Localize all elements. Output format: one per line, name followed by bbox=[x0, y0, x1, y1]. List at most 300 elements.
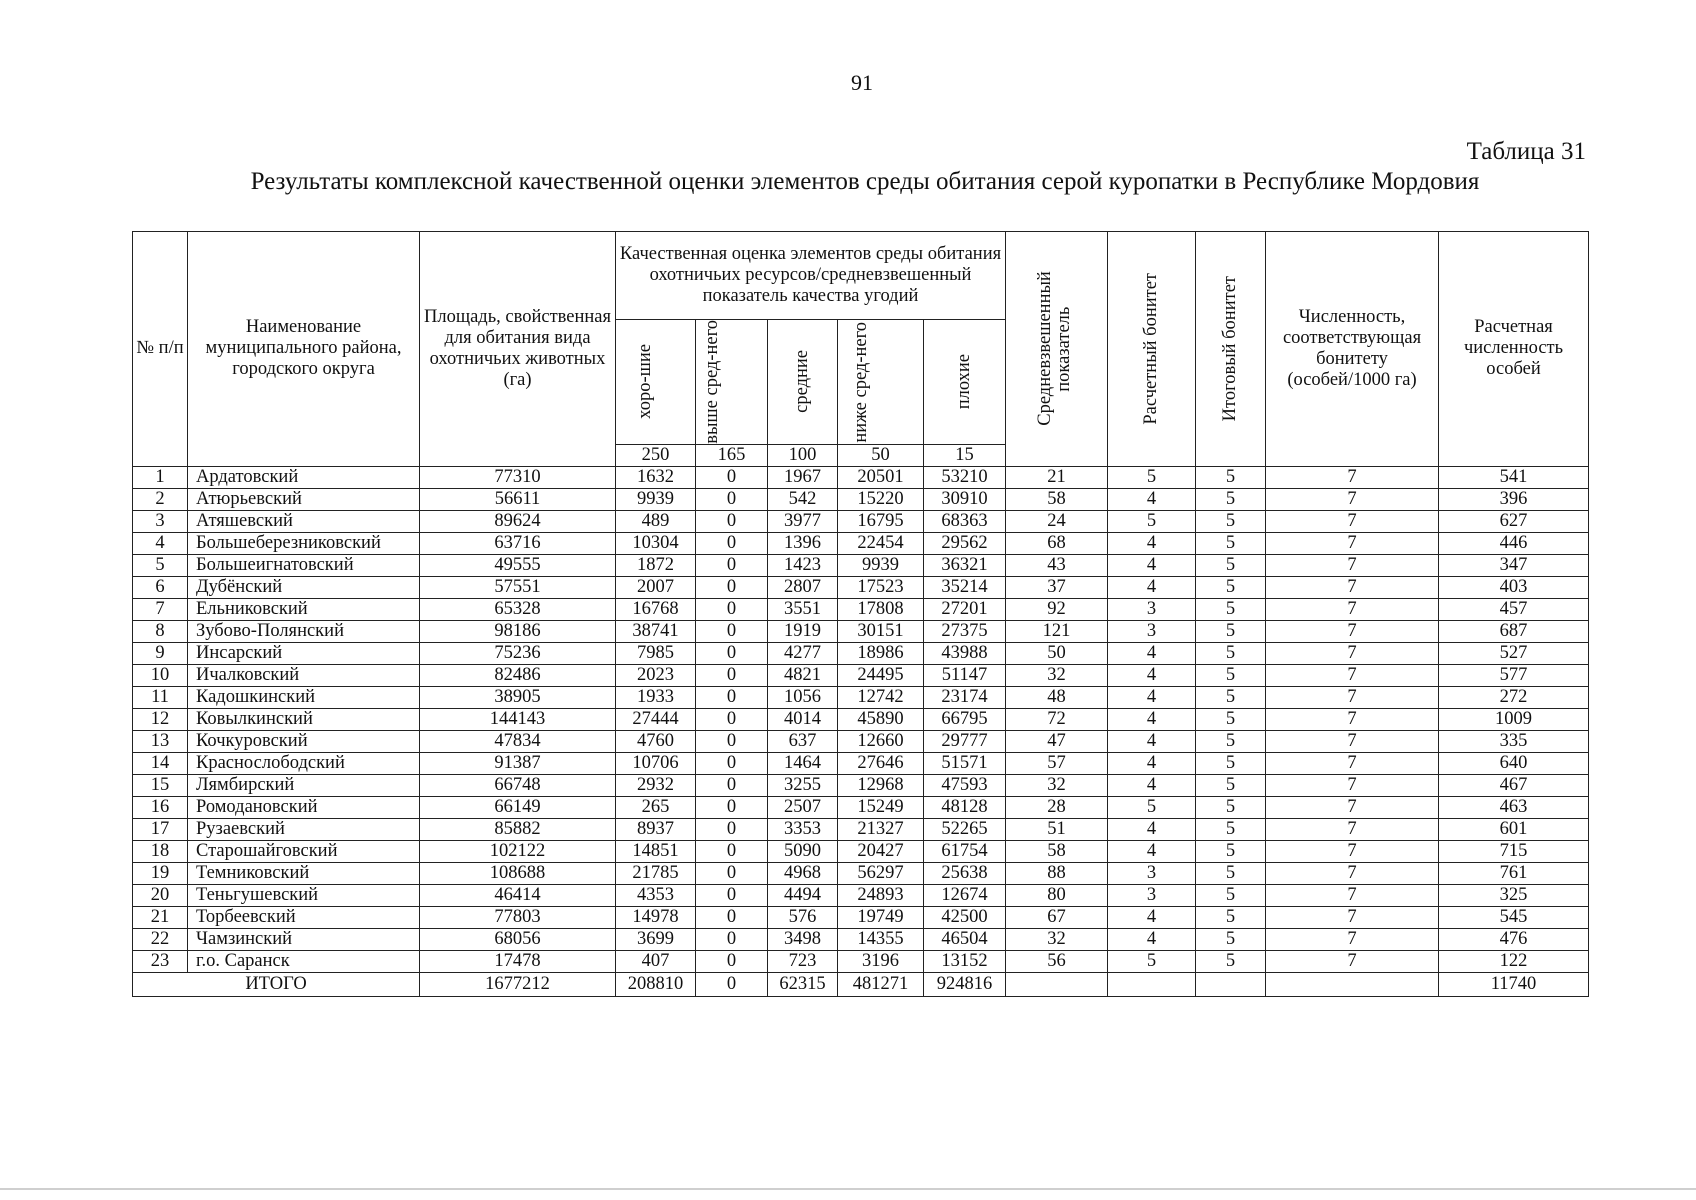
cell-count: 463 bbox=[1439, 796, 1589, 818]
cell-bad: 47593 bbox=[924, 774, 1006, 796]
cell-density: 7 bbox=[1266, 686, 1439, 708]
cell-name: Теньгушевский bbox=[188, 884, 420, 906]
header-q-above: выше сред-него bbox=[696, 320, 768, 445]
cell-calc: 4 bbox=[1108, 752, 1196, 774]
cell-weighted: 37 bbox=[1006, 576, 1108, 598]
cell-name: Старошайговский bbox=[188, 840, 420, 862]
cell-name: Атяшевский bbox=[188, 510, 420, 532]
cell-name: Инсарский bbox=[188, 642, 420, 664]
header-name: Наименование муниципального района, городского округа bbox=[188, 232, 420, 467]
cell-n: 9 bbox=[133, 642, 188, 664]
scan-edge-line bbox=[0, 1188, 1696, 1190]
cell-name: г.о. Саранск bbox=[188, 950, 420, 972]
cell-good: 3699 bbox=[616, 928, 696, 950]
cell-name: Темниковский bbox=[188, 862, 420, 884]
cell-above: 0 bbox=[696, 620, 768, 642]
cell-below: 17523 bbox=[838, 576, 924, 598]
cell-final: 5 bbox=[1196, 752, 1266, 774]
cell-below: 14355 bbox=[838, 928, 924, 950]
cell-bad: 48128 bbox=[924, 796, 1006, 818]
cell-count: 446 bbox=[1439, 532, 1589, 554]
header-quality-group: Качественная оценка элементов среды обитания охотничьих ресурсов/средневзвешенный показатель качества угодий bbox=[616, 232, 1006, 320]
cell-area: 63716 bbox=[420, 532, 616, 554]
total-final bbox=[1196, 972, 1266, 996]
cell-area: 65328 bbox=[420, 598, 616, 620]
cell-density: 7 bbox=[1266, 510, 1439, 532]
cell-final: 5 bbox=[1196, 928, 1266, 950]
cell-n: 4 bbox=[133, 532, 188, 554]
cell-area: 77310 bbox=[420, 466, 616, 488]
total-above: 0 bbox=[696, 972, 768, 996]
header-area: Площадь, свойственная для обитания вида охотничьих животных (га) bbox=[420, 232, 616, 467]
cell-bad: 61754 bbox=[924, 840, 1006, 862]
cell-weighted: 21 bbox=[1006, 466, 1108, 488]
cell-area: 49555 bbox=[420, 554, 616, 576]
cell-calc: 4 bbox=[1108, 818, 1196, 840]
cell-final: 5 bbox=[1196, 796, 1266, 818]
cell-bad: 35214 bbox=[924, 576, 1006, 598]
cell-final: 5 bbox=[1196, 466, 1266, 488]
cell-count: 457 bbox=[1439, 598, 1589, 620]
total-density bbox=[1266, 972, 1439, 996]
cell-bad: 52265 bbox=[924, 818, 1006, 840]
cell-area: 102122 bbox=[420, 840, 616, 862]
table-row bbox=[133, 576, 1589, 598]
cell-name: Ардатовский bbox=[188, 466, 420, 488]
cell-above: 0 bbox=[696, 906, 768, 928]
cell-above: 0 bbox=[696, 818, 768, 840]
cell-final: 5 bbox=[1196, 818, 1266, 840]
cell-count: 272 bbox=[1439, 686, 1589, 708]
cell-avg: 1919 bbox=[768, 620, 838, 642]
cell-area: 38905 bbox=[420, 686, 616, 708]
cell-area: 82486 bbox=[420, 664, 616, 686]
cell-calc: 5 bbox=[1108, 466, 1196, 488]
cell-density: 7 bbox=[1266, 664, 1439, 686]
cell-above: 0 bbox=[696, 708, 768, 730]
cell-weighted: 121 bbox=[1006, 620, 1108, 642]
cell-n: 1 bbox=[133, 466, 188, 488]
header-density: Численность, соответствующая бонитету (особей/1000 га) bbox=[1266, 232, 1439, 467]
cell-name: Ромодановский bbox=[188, 796, 420, 818]
cell-n: 18 bbox=[133, 840, 188, 862]
cell-weighted: 50 bbox=[1006, 642, 1108, 664]
cell-above: 0 bbox=[696, 730, 768, 752]
cell-count: 467 bbox=[1439, 774, 1589, 796]
cell-n: 8 bbox=[133, 620, 188, 642]
cell-bad: 30910 bbox=[924, 488, 1006, 510]
cell-good: 14978 bbox=[616, 906, 696, 928]
cell-calc: 3 bbox=[1108, 884, 1196, 906]
table-row bbox=[133, 752, 1589, 774]
table-body bbox=[133, 466, 1589, 972]
cell-n: 19 bbox=[133, 862, 188, 884]
cell-avg: 4968 bbox=[768, 862, 838, 884]
total-bad: 924816 bbox=[924, 972, 1006, 996]
cell-calc: 5 bbox=[1108, 510, 1196, 532]
cell-good: 2023 bbox=[616, 664, 696, 686]
cell-final: 5 bbox=[1196, 774, 1266, 796]
cell-above: 0 bbox=[696, 884, 768, 906]
cell-calc: 4 bbox=[1108, 554, 1196, 576]
cell-count: 403 bbox=[1439, 576, 1589, 598]
cell-final: 5 bbox=[1196, 730, 1266, 752]
cell-calc: 3 bbox=[1108, 598, 1196, 620]
cell-weighted: 32 bbox=[1006, 774, 1108, 796]
cell-above: 0 bbox=[696, 488, 768, 510]
cell-calc: 4 bbox=[1108, 576, 1196, 598]
table-row bbox=[133, 554, 1589, 576]
cell-density: 7 bbox=[1266, 708, 1439, 730]
cell-name: Ельниковский bbox=[188, 598, 420, 620]
cell-n: 15 bbox=[133, 774, 188, 796]
cell-n: 20 bbox=[133, 884, 188, 906]
page-number: 91 bbox=[851, 70, 873, 95]
cell-good: 407 bbox=[616, 950, 696, 972]
cell-density: 7 bbox=[1266, 576, 1439, 598]
cell-final: 5 bbox=[1196, 576, 1266, 598]
cell-weighted: 80 bbox=[1006, 884, 1108, 906]
cell-n: 13 bbox=[133, 730, 188, 752]
table-row bbox=[133, 730, 1589, 752]
cell-avg: 1056 bbox=[768, 686, 838, 708]
cell-below: 20501 bbox=[838, 466, 924, 488]
cell-final: 5 bbox=[1196, 840, 1266, 862]
header-calc-bonitet: Расчетный бонитет bbox=[1108, 232, 1196, 467]
cell-above: 0 bbox=[696, 774, 768, 796]
cell-calc: 3 bbox=[1108, 620, 1196, 642]
cell-count: 545 bbox=[1439, 906, 1589, 928]
table-row bbox=[133, 840, 1589, 862]
cell-good: 4760 bbox=[616, 730, 696, 752]
cell-n: 10 bbox=[133, 664, 188, 686]
cell-final: 5 bbox=[1196, 488, 1266, 510]
cell-below: 19749 bbox=[838, 906, 924, 928]
cell-density: 7 bbox=[1266, 906, 1439, 928]
cell-count: 761 bbox=[1439, 862, 1589, 884]
cell-count: 1009 bbox=[1439, 708, 1589, 730]
header-num: № п/п bbox=[133, 232, 188, 467]
cell-bad: 51147 bbox=[924, 664, 1006, 686]
cell-count: 715 bbox=[1439, 840, 1589, 862]
cell-density: 7 bbox=[1266, 488, 1439, 510]
cell-final: 5 bbox=[1196, 708, 1266, 730]
cell-area: 46414 bbox=[420, 884, 616, 906]
cell-final: 5 bbox=[1196, 620, 1266, 642]
table-row bbox=[133, 862, 1589, 884]
cell-calc: 4 bbox=[1108, 928, 1196, 950]
cell-density: 7 bbox=[1266, 884, 1439, 906]
cell-below: 30151 bbox=[838, 620, 924, 642]
cell-below: 56297 bbox=[838, 862, 924, 884]
cell-area: 108688 bbox=[420, 862, 616, 884]
table-row bbox=[133, 664, 1589, 686]
cell-weighted: 92 bbox=[1006, 598, 1108, 620]
cell-below: 22454 bbox=[838, 532, 924, 554]
cell-avg: 1423 bbox=[768, 554, 838, 576]
table-row bbox=[133, 598, 1589, 620]
cell-below: 15249 bbox=[838, 796, 924, 818]
cell-good: 4353 bbox=[616, 884, 696, 906]
cell-count: 687 bbox=[1439, 620, 1589, 642]
cell-density: 7 bbox=[1266, 752, 1439, 774]
cell-above: 0 bbox=[696, 686, 768, 708]
cell-name: Кочкуровский bbox=[188, 730, 420, 752]
cell-good: 38741 bbox=[616, 620, 696, 642]
cell-below: 12660 bbox=[838, 730, 924, 752]
cell-avg: 4014 bbox=[768, 708, 838, 730]
cell-good: 1933 bbox=[616, 686, 696, 708]
results-table bbox=[132, 231, 1589, 997]
cell-good: 27444 bbox=[616, 708, 696, 730]
cell-above: 0 bbox=[696, 796, 768, 818]
cell-density: 7 bbox=[1266, 928, 1439, 950]
cell-above: 0 bbox=[696, 576, 768, 598]
cell-calc: 4 bbox=[1108, 708, 1196, 730]
cell-bad: 29562 bbox=[924, 532, 1006, 554]
cell-above: 0 bbox=[696, 752, 768, 774]
cell-final: 5 bbox=[1196, 642, 1266, 664]
cell-weighted: 51 bbox=[1006, 818, 1108, 840]
total-weighted bbox=[1006, 972, 1108, 996]
cell-above: 0 bbox=[696, 532, 768, 554]
table-title: Результаты комплексной качественной оценки элементов среды обитания серой куропатки в Республике Мордовия bbox=[250, 168, 1480, 195]
cell-area: 91387 bbox=[420, 752, 616, 774]
cell-below: 17808 bbox=[838, 598, 924, 620]
cell-final: 5 bbox=[1196, 598, 1266, 620]
cell-final: 5 bbox=[1196, 532, 1266, 554]
cell-good: 16768 bbox=[616, 598, 696, 620]
cell-above: 0 bbox=[696, 598, 768, 620]
cell-area: 98186 bbox=[420, 620, 616, 642]
cell-good: 489 bbox=[616, 510, 696, 532]
cell-calc: 3 bbox=[1108, 862, 1196, 884]
cell-area: 144143 bbox=[420, 708, 616, 730]
cell-avg: 3551 bbox=[768, 598, 838, 620]
cell-bad: 36321 bbox=[924, 554, 1006, 576]
table-row bbox=[133, 774, 1589, 796]
cell-area: 66748 bbox=[420, 774, 616, 796]
total-label: ИТОГО bbox=[133, 972, 420, 996]
cell-n: 12 bbox=[133, 708, 188, 730]
cell-weighted: 32 bbox=[1006, 928, 1108, 950]
table-row bbox=[133, 708, 1589, 730]
cell-below: 18986 bbox=[838, 642, 924, 664]
cell-above: 0 bbox=[696, 642, 768, 664]
table-label: Таблица 31 bbox=[1466, 138, 1586, 165]
cell-good: 14851 bbox=[616, 840, 696, 862]
cell-calc: 4 bbox=[1108, 906, 1196, 928]
cell-count: 476 bbox=[1439, 928, 1589, 950]
cell-calc: 4 bbox=[1108, 488, 1196, 510]
cell-below: 21327 bbox=[838, 818, 924, 840]
cell-weighted: 58 bbox=[1006, 840, 1108, 862]
cell-avg: 3255 bbox=[768, 774, 838, 796]
cell-above: 0 bbox=[696, 840, 768, 862]
header-calc-count: Расчетная численность особей bbox=[1439, 232, 1589, 467]
cell-bad: 12674 bbox=[924, 884, 1006, 906]
cell-good: 21785 bbox=[616, 862, 696, 884]
cell-above: 0 bbox=[696, 554, 768, 576]
cell-weighted: 48 bbox=[1006, 686, 1108, 708]
cell-above: 0 bbox=[696, 862, 768, 884]
header-final-bonitet: Итоговый бонитет bbox=[1196, 232, 1266, 467]
cell-weighted: 24 bbox=[1006, 510, 1108, 532]
cell-good: 10304 bbox=[616, 532, 696, 554]
cell-avg: 3498 bbox=[768, 928, 838, 950]
cell-good: 265 bbox=[616, 796, 696, 818]
cell-calc: 4 bbox=[1108, 686, 1196, 708]
cell-good: 2007 bbox=[616, 576, 696, 598]
table-row bbox=[133, 906, 1589, 928]
cell-name: Большеигнатовский bbox=[188, 554, 420, 576]
cell-below: 20427 bbox=[838, 840, 924, 862]
cell-area: 75236 bbox=[420, 642, 616, 664]
table-row bbox=[133, 950, 1589, 972]
cell-count: 335 bbox=[1439, 730, 1589, 752]
cell-count: 577 bbox=[1439, 664, 1589, 686]
cell-n: 16 bbox=[133, 796, 188, 818]
cell-area: 89624 bbox=[420, 510, 616, 532]
cell-name: Краснослободский bbox=[188, 752, 420, 774]
cell-final: 5 bbox=[1196, 686, 1266, 708]
cell-bad: 27375 bbox=[924, 620, 1006, 642]
cell-bad: 66795 bbox=[924, 708, 1006, 730]
cell-density: 7 bbox=[1266, 532, 1439, 554]
cell-good: 2932 bbox=[616, 774, 696, 796]
cell-area: 17478 bbox=[420, 950, 616, 972]
cell-good: 1872 bbox=[616, 554, 696, 576]
cell-below: 16795 bbox=[838, 510, 924, 532]
cell-weighted: 32 bbox=[1006, 664, 1108, 686]
cell-below: 9939 bbox=[838, 554, 924, 576]
cell-n: 6 bbox=[133, 576, 188, 598]
cell-count: 541 bbox=[1439, 466, 1589, 488]
cell-bad: 25638 bbox=[924, 862, 1006, 884]
cell-n: 22 bbox=[133, 928, 188, 950]
cell-density: 7 bbox=[1266, 796, 1439, 818]
cell-calc: 4 bbox=[1108, 774, 1196, 796]
cell-name: Лямбирский bbox=[188, 774, 420, 796]
cell-above: 0 bbox=[696, 928, 768, 950]
cell-final: 5 bbox=[1196, 510, 1266, 532]
total-calc bbox=[1108, 972, 1196, 996]
total-good: 208810 bbox=[616, 972, 696, 996]
cell-weighted: 67 bbox=[1006, 906, 1108, 928]
table-row bbox=[133, 796, 1589, 818]
cell-below: 15220 bbox=[838, 488, 924, 510]
cell-bad: 46504 bbox=[924, 928, 1006, 950]
cell-above: 0 bbox=[696, 664, 768, 686]
cell-count: 640 bbox=[1439, 752, 1589, 774]
cell-count: 396 bbox=[1439, 488, 1589, 510]
cell-avg: 637 bbox=[768, 730, 838, 752]
cell-weighted: 88 bbox=[1006, 862, 1108, 884]
cell-density: 7 bbox=[1266, 598, 1439, 620]
cell-density: 7 bbox=[1266, 840, 1439, 862]
cell-weighted: 56 bbox=[1006, 950, 1108, 972]
weight-good: 250 bbox=[616, 444, 696, 466]
cell-name: Рузаевский bbox=[188, 818, 420, 840]
cell-bad: 29777 bbox=[924, 730, 1006, 752]
table-row bbox=[133, 620, 1589, 642]
cell-n: 17 bbox=[133, 818, 188, 840]
table-row bbox=[133, 818, 1589, 840]
weight-below: 50 bbox=[838, 444, 924, 466]
cell-density: 7 bbox=[1266, 950, 1439, 972]
cell-calc: 4 bbox=[1108, 664, 1196, 686]
table-row bbox=[133, 884, 1589, 906]
total-row bbox=[133, 972, 1589, 996]
table-row bbox=[133, 642, 1589, 664]
cell-avg: 4821 bbox=[768, 664, 838, 686]
cell-below: 12742 bbox=[838, 686, 924, 708]
cell-weighted: 43 bbox=[1006, 554, 1108, 576]
cell-calc: 4 bbox=[1108, 532, 1196, 554]
cell-area: 47834 bbox=[420, 730, 616, 752]
total-avg: 62315 bbox=[768, 972, 838, 996]
cell-density: 7 bbox=[1266, 862, 1439, 884]
cell-avg: 542 bbox=[768, 488, 838, 510]
cell-area: 77803 bbox=[420, 906, 616, 928]
cell-name: Торбеевский bbox=[188, 906, 420, 928]
cell-calc: 5 bbox=[1108, 950, 1196, 972]
cell-above: 0 bbox=[696, 950, 768, 972]
total-area: 1677212 bbox=[420, 972, 616, 996]
cell-bad: 27201 bbox=[924, 598, 1006, 620]
total-count: 11740 bbox=[1439, 972, 1589, 996]
cell-avg: 1396 bbox=[768, 532, 838, 554]
cell-avg: 5090 bbox=[768, 840, 838, 862]
cell-avg: 1967 bbox=[768, 466, 838, 488]
cell-count: 627 bbox=[1439, 510, 1589, 532]
cell-bad: 13152 bbox=[924, 950, 1006, 972]
cell-final: 5 bbox=[1196, 950, 1266, 972]
cell-count: 325 bbox=[1439, 884, 1589, 906]
cell-name: Ичалковский bbox=[188, 664, 420, 686]
cell-count: 122 bbox=[1439, 950, 1589, 972]
cell-above: 0 bbox=[696, 510, 768, 532]
cell-name: Чамзинский bbox=[188, 928, 420, 950]
cell-weighted: 58 bbox=[1006, 488, 1108, 510]
cell-calc: 5 bbox=[1108, 796, 1196, 818]
cell-name: Дубёнский bbox=[188, 576, 420, 598]
cell-avg: 4494 bbox=[768, 884, 838, 906]
header-q-bad: плохие bbox=[924, 320, 1006, 445]
cell-density: 7 bbox=[1266, 554, 1439, 576]
total-below: 481271 bbox=[838, 972, 924, 996]
cell-density: 7 bbox=[1266, 466, 1439, 488]
cell-name: Большеберезниковский bbox=[188, 532, 420, 554]
cell-final: 5 bbox=[1196, 664, 1266, 686]
cell-above: 0 bbox=[696, 466, 768, 488]
cell-area: 66149 bbox=[420, 796, 616, 818]
cell-final: 5 bbox=[1196, 906, 1266, 928]
cell-name: Зубово-Полянский bbox=[188, 620, 420, 642]
table-row bbox=[133, 686, 1589, 708]
cell-calc: 4 bbox=[1108, 730, 1196, 752]
cell-calc: 4 bbox=[1108, 642, 1196, 664]
cell-below: 12968 bbox=[838, 774, 924, 796]
cell-calc: 4 bbox=[1108, 840, 1196, 862]
cell-below: 24893 bbox=[838, 884, 924, 906]
weight-avg: 100 bbox=[768, 444, 838, 466]
cell-area: 85882 bbox=[420, 818, 616, 840]
table-row bbox=[133, 928, 1589, 950]
cell-avg: 576 bbox=[768, 906, 838, 928]
cell-count: 527 bbox=[1439, 642, 1589, 664]
header-weighted: Средневзвешенный показатель bbox=[1006, 232, 1108, 467]
